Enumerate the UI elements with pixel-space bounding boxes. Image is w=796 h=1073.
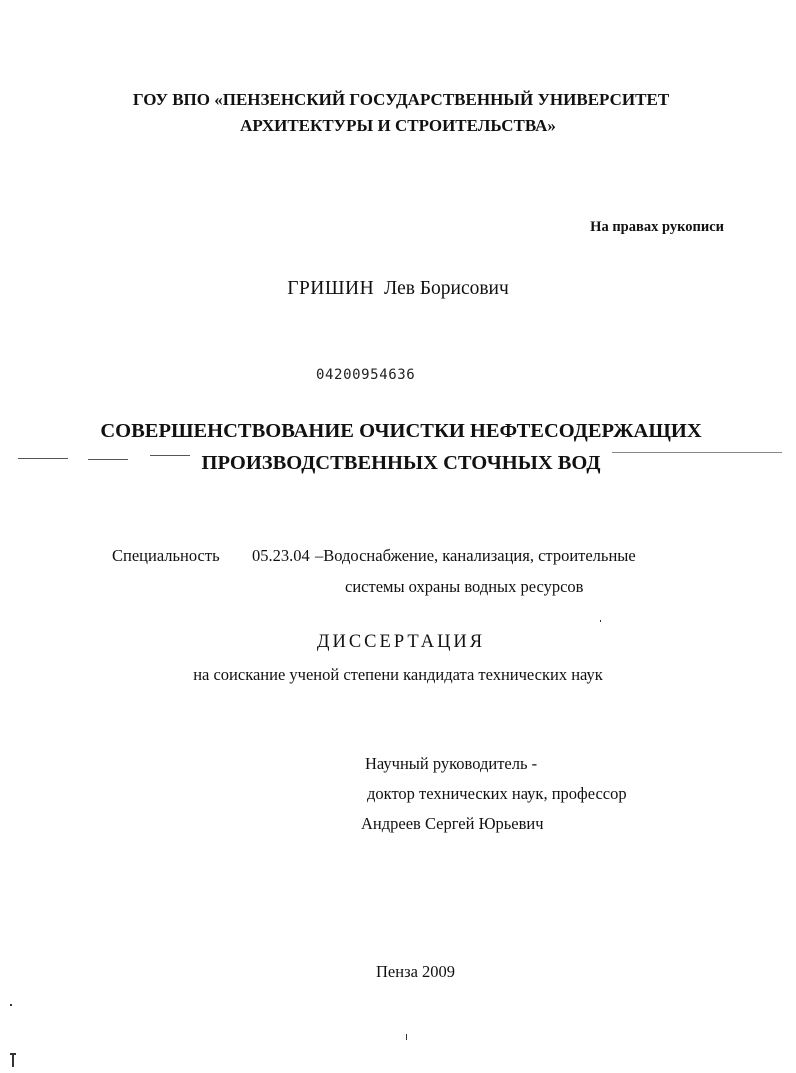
author-surname: ГРИШИН <box>287 278 375 299</box>
degree-statement: на соискание ученой степени кандидата технических наук <box>193 665 603 684</box>
scan-speck <box>12 1053 14 1067</box>
institution-line-1: ГОУ ВПО «ПЕНЗЕНСКИЙ ГОСУДАРСТВЕННЫЙ УНИВЕРСИТЕТ <box>132 90 670 109</box>
manuscript-note: На правах рукописи <box>590 219 724 235</box>
scan-speck <box>10 1004 12 1006</box>
city-year: Пенза 2009 <box>376 962 456 981</box>
scan-speck <box>406 1034 407 1040</box>
author-name <box>0 278 796 300</box>
title-line-2: ПРОИЗВОДСТВЕННЫХ СТОЧНЫХ ВОД <box>201 452 601 474</box>
supervisor-role: Научный руководитель - <box>365 754 538 773</box>
title-line-1: СОВЕРШЕНСТВОВАНИЕ ОЧИСТКИ НЕФТЕСОДЕРЖАЩИХ <box>100 420 702 442</box>
scan-speck <box>10 1053 16 1055</box>
author-given-names: Лев Борисович <box>383 278 509 299</box>
specialty-name-line-1: –Водоснабжение, канализация, строительные <box>315 546 636 565</box>
registration-code: 04200954636 <box>316 367 416 383</box>
supervisor-degree: доктор технических наук, профессор <box>367 784 627 803</box>
document-type: ДИССЕРТАЦИЯ <box>316 632 486 652</box>
institution-line-2: АРХИТЕКТУРЫ И СТРОИТЕЛЬСТВА» <box>240 116 556 135</box>
specialty-name-line-2: системы охраны водных ресурсов <box>345 577 584 596</box>
specialty-code: 05.23.04 <box>252 546 310 565</box>
supervisor-name: Андреев Сергей Юрьевич <box>361 814 544 833</box>
specialty-label: Специальность <box>112 546 220 565</box>
scan-speck <box>600 620 601 622</box>
